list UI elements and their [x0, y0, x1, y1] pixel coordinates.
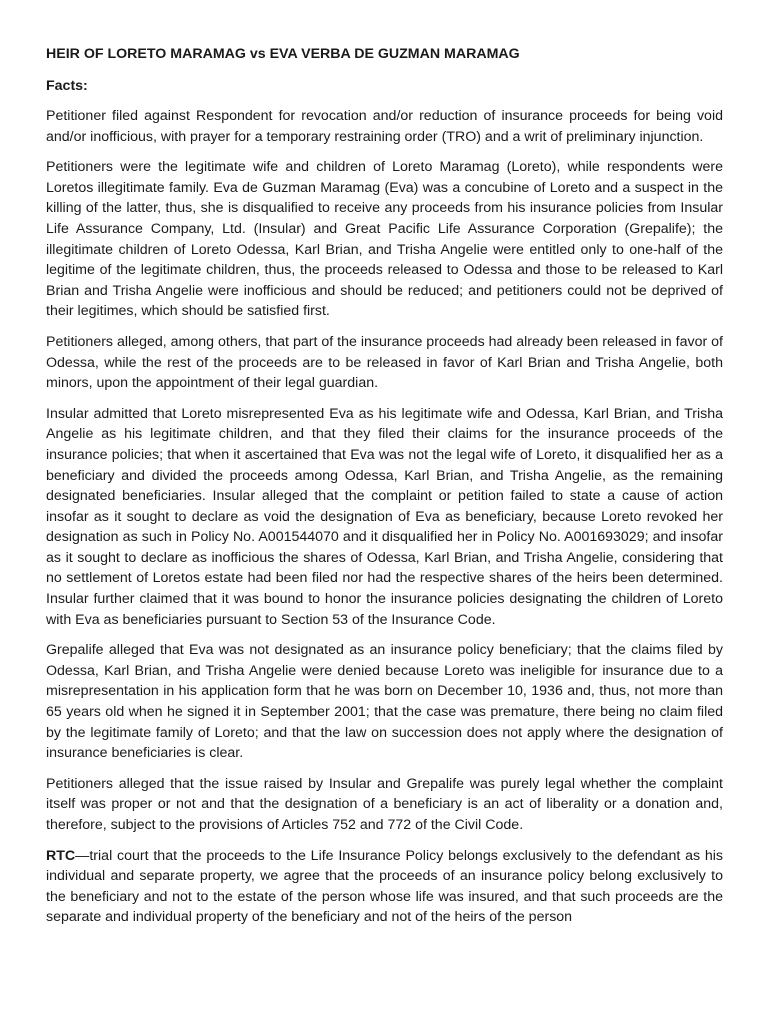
- rtc-text: —trial court that the proceeds to the Life Insurance Policy belongs exclusively to the defendant as his individual and separate property, we agree that the proceeds of an insurance policy belong exclusively to the beneficiary and not to the estate of the person whose life was insured, and that such proceeds are the separate and individual property of the beneficiary and not of the heirs of the person: [46, 847, 723, 926]
- paragraph-petition: Petitioner filed against Respondent for revocation and/or reduction of insurance proceeds for being void and/or inofficious, with prayer for a temporary restraining order (TRO) and a writ of preliminary injunction.: [46, 108, 723, 145]
- paragraph-petitioners: Petitioners were the legitimate wife and children of Loreto Maramag (Loreto), while respondents were Loretos illegitimate family. Eva de Guzman Maramag (Eva) was a concubine of Loreto and a suspect in the killing of the latter, thus, she is disqualified to receive any proceeds from his insurance policies from Insular Life Assurance Company, Ltd. (Insular) and Great Pacific Life Assurance Corporation (Grepalife); the illegitimate children of Loreto Odessa, Karl Brian, and Trisha Angelie were entitled only to one-half of the legitime of the legitimate children, thus, the proceeds released to Odessa and those to be released to Karl Brian and Trisha Angelie were inofficious and should be reduced; and petitioners could not be deprived of their legitimes, which should be satisfied first.: [46, 159, 723, 320]
- paragraph-grepalife: Grepalife alleged that Eva was not designated as an insurance policy beneficiary; that the claims filed by Odessa, Karl Brian, and Trisha Angelie were denied because Loreto was ineligible for insurance due to a misrepresentation in his application form that he was born on December 10, 1936 and, thus, not more than 65 years old when he signed it in September 2001; that the case was premature, there being no claim filed by the legitimate family of Loreto; and that the law on succession does not apply where the designation of insurance beneficiaries is clear.: [46, 642, 723, 762]
- case-title: HEIR OF LORETO MARAMAG vs EVA VERBA DE GUZMAN MARAMAG: [46, 46, 520, 62]
- rtc-label: RTC: [46, 847, 76, 864]
- paragraph-legal-issue: Petitioners alleged that the issue raised by Insular and Grepalife was purely legal whether the complaint itself was proper or not and that the designation of a beneficiary is an act of liberality or a donation and, therefore, subject to the provisions of Articles 752 and 772 of the Civil Code.: [46, 775, 723, 833]
- paragraph-allegations: Petitioners alleged, among others, that part of the insurance proceeds had already been released in favor of Odessa, while the rest of the proceeds are to be released in favor of Karl Brian and Trisha Angelie, both minors, upon the appointment of their legal guardian.: [46, 333, 723, 392]
- paragraph-rtc: [46, 846, 723, 928]
- facts-heading: Facts:: [46, 78, 88, 94]
- paragraph-insular: Insular admitted that Loreto misrepresented Eva as his legitimate wife and Odessa, Karl Brian, and Trisha Angelie as his legitimate children, and that they filed their claims for the insurance proceeds of the insurance policies; that when it ascertained that Eva was not the legal wife of Loreto, it disqualified her as a beneficiary and divided the proceeds among Odessa, Karl Brian, and Trisha Angelie, as the remaining designated beneficiaries. Insular alleged that the complaint or petition failed to state a cause of action insofar as it sought to declare as void the designation of Eva as beneficiary, because Loreto revoked her designation as such in Policy No. A001544070 and it disqualified her in Policy No. A001693029; and insofar as it sought to declare as inofficious the shares of Odessa, Karl Brian, and Trisha Angelie, considering that no settlement of Loretos estate had been filed nor had the respective shares of the heirs been determined. Insular further claimed that it was bound to honor the insurance policies designating the children of Loreto with Eva as beneficiaries pursuant to Section 53 of the Insurance Code.: [46, 405, 723, 628]
- document-page: [46, 44, 723, 938]
